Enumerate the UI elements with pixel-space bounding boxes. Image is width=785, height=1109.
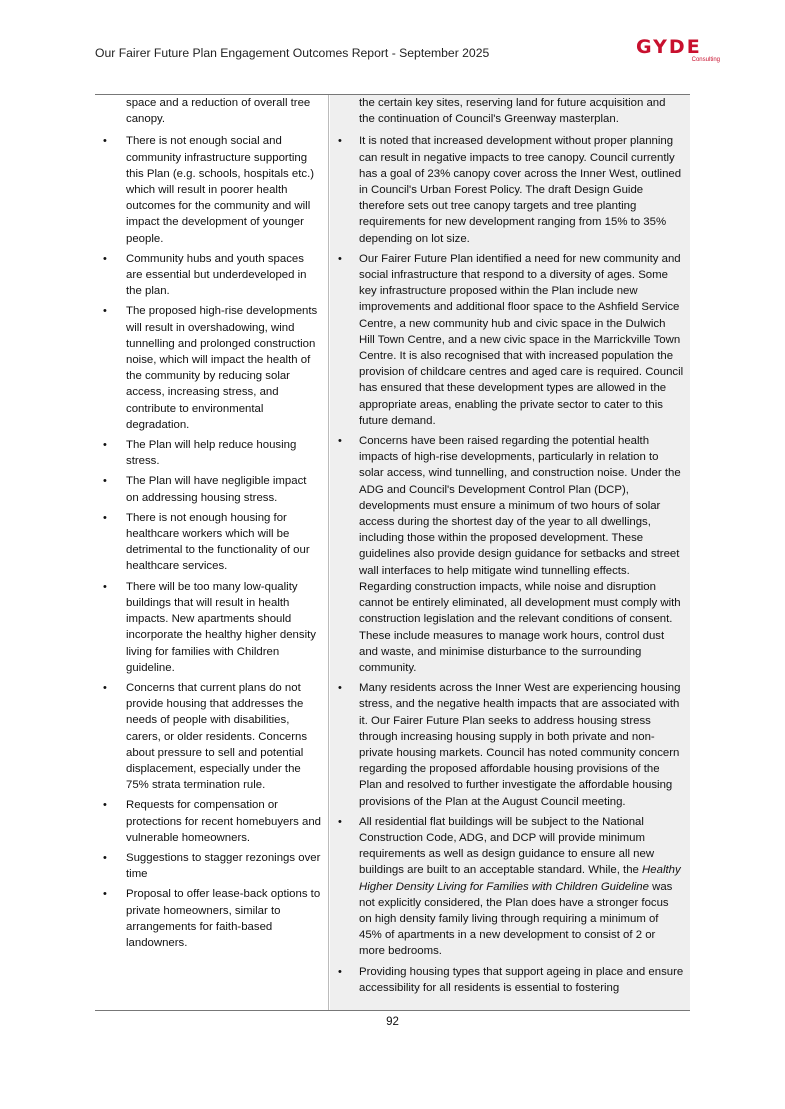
list-item: • It is noted that increased development without proper planning can result in negative impacts to tree canopy. Council currently has a goal of 23% canopy cover across the Inner West, outlined in Council's Urban Forest Policy. The draft Design Guide therefore sets out tree canopy targets and tree planting requirements for new development ranging from 15% to 35% depending on lot size. [359, 133, 684, 246]
list-item: • Our Fairer Future Plan identified a need for new community and social infrastructure that respond to a diversity of ages. Some key infrastructure proposed within the Plan include new improvements and additional floor space to the Ashfield Service Centre, a new community hub and civic space in the Dulwich Hill Town Centre, and a new civic space in the Marrickville Town Centre. It is also recognised that with increased population the provision of childcare centres and aged care is required. Council has ensured that these development types are allowed in the appropriate areas, enabling the private sector to cater to this future demand. [359, 251, 684, 429]
list-item: • There is not enough housing for healthcare workers which will be detrimental to the functionality of our healthcare services. [126, 510, 321, 575]
list-item: • The Plan will help reduce housing stress. [126, 437, 321, 469]
list-item: • The proposed high-rise developments will result in overshadowing, wind tunnelling and prolonged construction noise, which will impact the health of the community by reducing solar access, increasing stress, and contribute to environmental degradation. [126, 303, 321, 433]
list-item: • Many residents across the Inner West are experiencing housing stress, and the negative health impacts that are associated with it. Our Fairer Future Plan seeks to address housing stress through increasing housing supply in both private and non-private housing markets. Council has noted community concern regarding the proposed affordable housing provisions of the Plan and resolved to further investigate the affordable housing provisions of the Plan at the August Council meeting. [359, 680, 684, 810]
left-bullet-list [95, 95, 327, 951]
list-item: • Providing housing types that support ageing in place and ensure accessibility for all residents is essential to fostering [359, 964, 684, 996]
content-table [95, 94, 690, 1011]
list-item: • The Plan will have negligible impact on addressing housing stress. [126, 473, 321, 505]
list-item: • Requests for compensation or protections for recent homebuyers and vulnerable homeowners. [126, 797, 321, 846]
list-item: • Suggestions to stagger rezonings over time [126, 850, 321, 882]
column-divider [328, 95, 329, 1010]
guideline-title: Healthy Higher Density Living for Families with Children Guideline [359, 864, 681, 893]
list-item: • Community hubs and youth spaces are essential but underdeveloped in the plan. [126, 251, 321, 300]
gyde-logo [636, 37, 726, 63]
list-item [359, 814, 684, 960]
page-number: 92 [386, 1016, 399, 1028]
report-header-title: Our Fairer Future Plan Engagement Outcomes Report - September 2025 [95, 46, 490, 60]
item-text: was not explicitly considered, the Plan does have a stronger focus on high density family living through requiring a minimum of 45% of apartments in a new development to consist of 2 or more bedrooms. [359, 880, 673, 958]
list-item: • There is not enough social and community infrastructure supporting this Plan (e.g. schools, hospitals etc.) which will result in poorer health outcomes for the community and will impact the development of younger people. [126, 133, 321, 246]
list-item: the certain key sites, reserving land for future acquisition and the continuation of Council's Greenway masterplan. [359, 97, 666, 126]
right-bullet-list [330, 95, 690, 996]
list-item: • There will be too many low-quality buildings that will result in health impacts. New apartments should incorporate the healthy higher density living for families with Children guideline. [126, 579, 321, 676]
list-item: • Concerns have been raised regarding the potential health impacts of high-rise developments, particularly in relation to solar access, wind tunnelling, and construction noise. Under the ADG and Council's Development Control Plan (DCP), developments must ensure a minimum of two hours of solar access during the shortest day of the year to all dwellings, including those within the proposed development. These guidelines also provide design guidance for setbacks and street wall interfaces to help mitigate wind tunnelling effects. Regarding construction impacts, while noise and disruption cannot be entirely eliminated, all development must comply with construction legislation and the relevant conditions of consent. These include measures to manage work hours, control dust and waste, and minimise disturbance to the surrounding community. [359, 433, 684, 676]
right-column [330, 95, 690, 1010]
list-item: • Proposal to offer lease-back options to private homeowners, similar to arrangements for faith-based landowners. [126, 886, 321, 951]
list-item: space and a reduction of overall tree canopy. [126, 97, 311, 126]
left-column [95, 95, 327, 1010]
logo-subtitle: Consulting [691, 57, 720, 63]
list-item: • Concerns that current plans do not provide housing that addresses the needs of people with disabilities, carers, or older residents. Concerns about pressure to sell and potential displacement, especially under the 75% strata termination rule. [126, 680, 321, 793]
logo-wordmark: GYDE [636, 36, 702, 58]
item-text: All residential flat buildings will be subject to the National Construction Code, ADG, and DCP will provide minimum requirements as well as design guidance to ensure all new buildings are built to an acceptable standard. While, the [359, 815, 655, 877]
